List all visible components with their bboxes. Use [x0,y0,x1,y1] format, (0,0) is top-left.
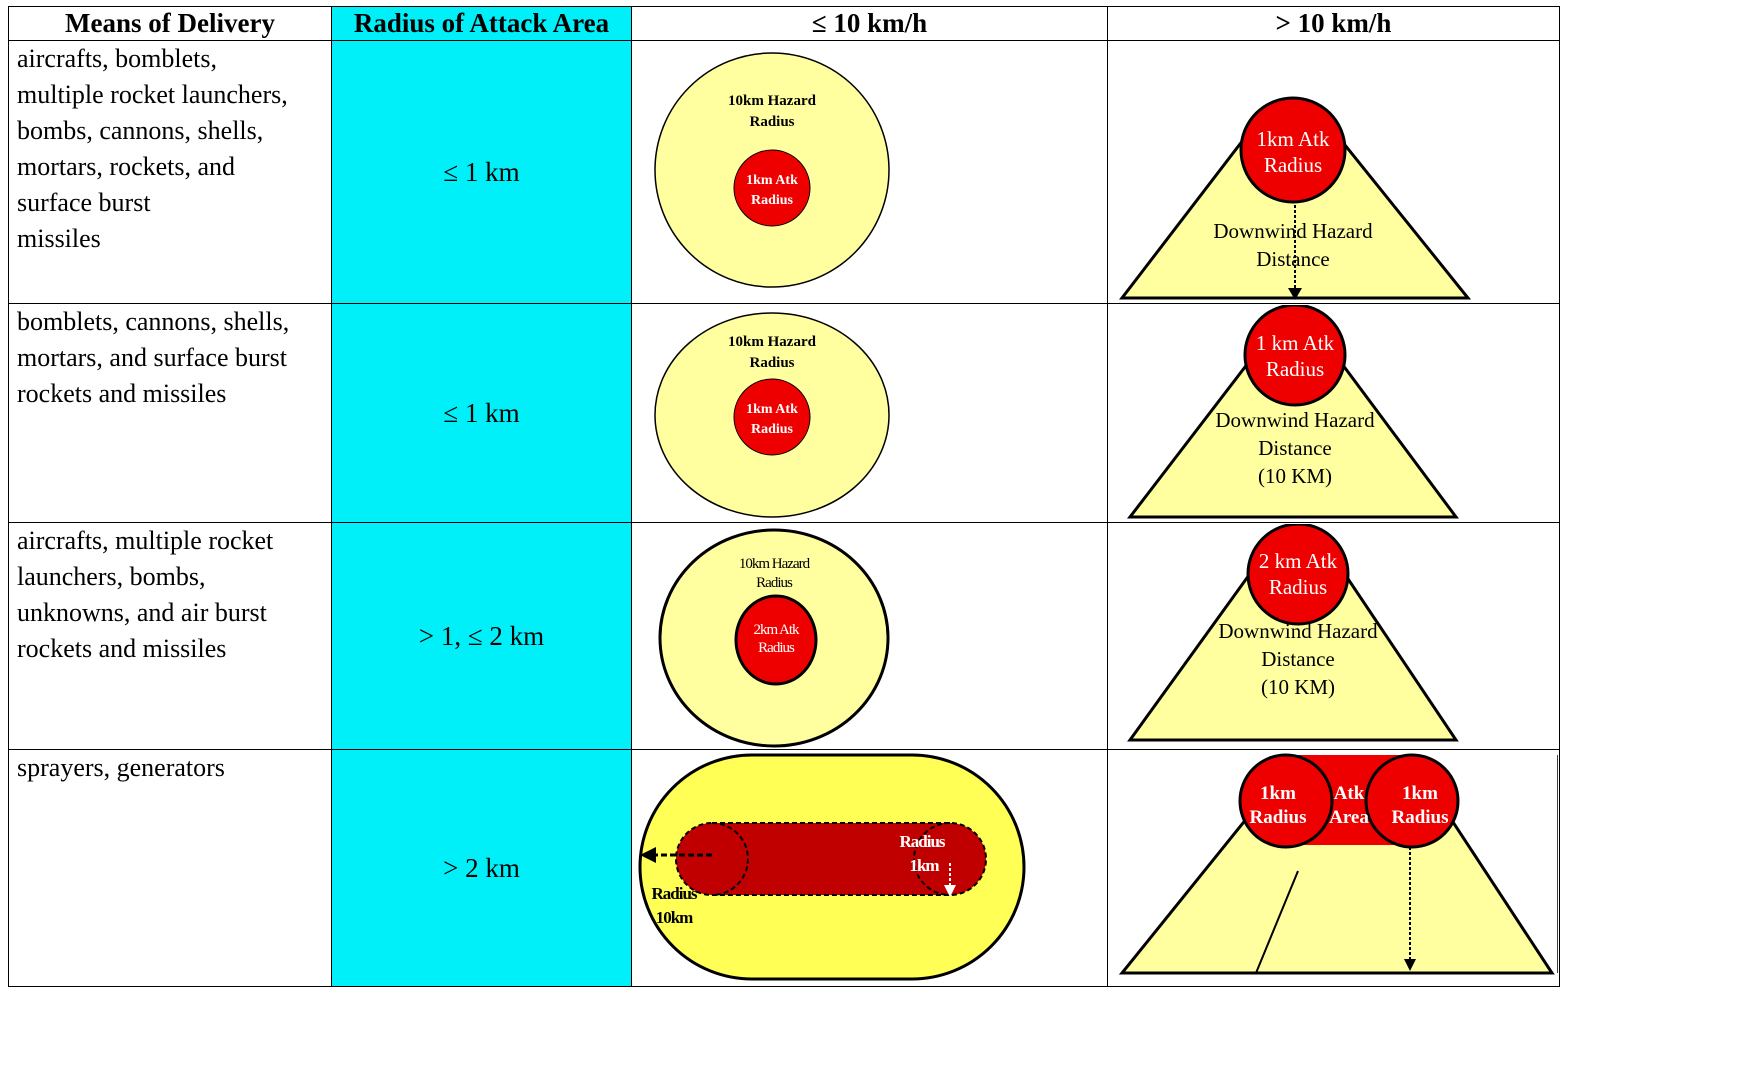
low-wind-figure [632,524,1106,748]
means-text: aircrafts, multiple rocket launchers, bombs, unknowns, and air burst rockets and missiles [17,526,274,663]
high-wind-figure [1108,524,1558,748]
header-radius-of-attack-area: Radius of Attack Area [332,7,632,41]
header-means-of-delivery: Means of Delivery [9,7,332,41]
attack-label-2: Radius [750,422,794,437]
attack-label-2: Radius [1265,357,1325,381]
right-radius-label-2: Radius [1391,807,1449,828]
downwind-label-3: (10 KM) [1260,675,1336,699]
low-wind-figure-cell [632,41,1108,304]
radius-cell: ≤ 1 km [332,304,632,523]
hazard-label-1: 10km Hazard [738,556,810,572]
low-wind-figure-cell [632,750,1108,987]
means-text: bomblets, cannons, shells, mortars, and surface burst rockets and missiles [17,307,290,408]
means-cell [9,523,332,750]
downwind-label-1: Downwind Hazard [1218,619,1378,643]
attack-label-1: 1km Atk [1256,127,1330,151]
table-row [9,523,1560,750]
attack-circle [1248,524,1348,624]
high-wind-figure [1108,751,1558,985]
attack-label-2: Radius [750,193,794,208]
downwind-label-1: Downwind Hazard [1213,219,1373,243]
attack-circle [1245,305,1345,405]
high-wind-figure [1108,42,1558,302]
attack-label-2: Radius [758,640,794,656]
attack-label-2: Radius [1268,575,1328,599]
low-wind-figure [632,305,1106,521]
high-wind-figure-cell [1108,41,1560,304]
hazard-radius-label-2: 10km [655,908,693,927]
downwind-label-1: Downwind Hazard [1215,408,1375,432]
attack-label-1: 2km Atk [753,622,799,638]
attack-area-label-1: Atk [1333,783,1365,804]
attack-radius-label-2: 1km [909,856,939,875]
attack-label-1: 1 km Atk [1255,331,1335,355]
attack-label-2: Radius [1263,153,1323,177]
table-row [9,41,1560,304]
low-wind-figure-cell [632,304,1108,523]
downwind-label-2: Distance [1261,647,1335,671]
downwind-label-2: Distance [1256,247,1330,271]
downwind-label-3: (10 KM) [1257,464,1333,488]
header-low-wind: ≤ 10 km/h [632,7,1108,41]
hazard-table [8,6,1560,987]
hazard-label-1: 10km Hazard [728,334,816,350]
left-radius-label-2: Radius [1249,807,1307,828]
attack-circle [734,150,810,226]
hazard-label-2: Radius [749,114,795,130]
hazard-label-2: Radius [749,355,795,371]
low-wind-figure [632,42,1106,302]
means-text: aircrafts, bomblets, multiple rocket launchers, bombs, cannons, shells, mortars, rockets, and surface burst missiles [17,44,288,253]
hazard-radius-label-1: Radius [651,884,697,903]
means-text: sprayers, generators [17,753,225,782]
radius-cell: > 1, ≤ 2 km [332,523,632,750]
high-wind-figure-cell [1108,523,1560,750]
high-wind-figure-cell [1108,304,1560,523]
means-cell [9,750,332,987]
radius-cell: > 2 km [332,750,632,987]
low-wind-figure [632,751,1106,985]
high-wind-figure [1108,305,1558,521]
header-high-wind: > 10 km/h [1108,7,1560,41]
attack-radius-label-1: Radius [899,832,945,851]
attack-label-1: 2 km Atk [1258,549,1338,573]
radius-cell: ≤ 1 km [332,41,632,304]
hazard-label-1: 10km Hazard [728,93,816,109]
attack-label-1: 1km Atk [746,402,798,417]
downwind-label-2: Distance [1258,436,1332,460]
attack-label-1: 1km Atk [746,173,798,188]
header-row [9,7,1560,41]
means-cell [9,304,332,523]
left-radius-label-1: 1km [1260,783,1296,804]
right-radius-label-1: 1km [1402,783,1438,804]
table-row [9,750,1560,987]
table-row [9,304,1560,523]
low-wind-figure-cell [632,523,1108,750]
hazard-label-2: Radius [756,575,792,591]
attack-circle [734,379,810,455]
attack-area-label-2: Area [1329,807,1369,828]
high-wind-figure-cell [1108,750,1560,987]
means-cell [9,41,332,304]
